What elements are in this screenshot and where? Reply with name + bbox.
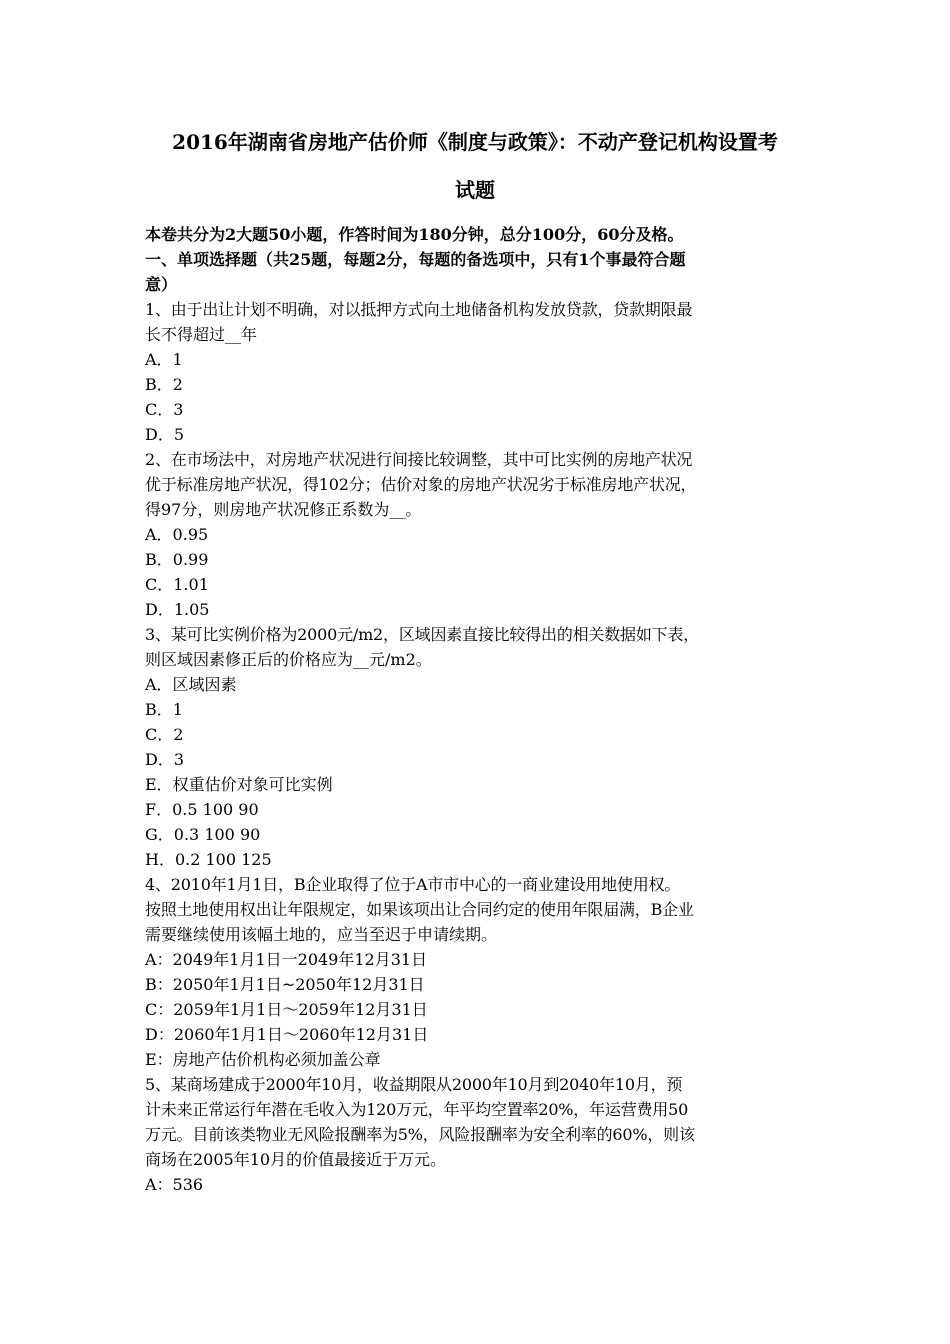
question-2-option-c: C．1.01 <box>145 575 209 594</box>
section-heading-line-2: 意） <box>145 275 178 294</box>
question-4-option-c: C：2059年1月1日～2059年12月31日 <box>145 1000 428 1019</box>
question-2-stem-line-1: 2、在市场法中，对房地产状况进行间接比较调整，其中可比实例的房地产状况 <box>145 450 693 469</box>
document-title-line-2: 试题 <box>455 178 495 202</box>
exam-intro: 本卷共分为2大题50小题，作答时间为180分钟，总分100分，60分及格。 <box>145 225 684 244</box>
question-2-option-b: B．0.99 <box>145 550 209 569</box>
question-4-option-d: D：2060年1月1日～2060年12月31日 <box>145 1025 429 1044</box>
question-5-option-a: A：536 <box>145 1175 204 1194</box>
question-3-stem-line-2: 则区域因素修正后的价格应为__元/m2。 <box>145 650 432 669</box>
question-1-stem-line-2: 长不得超过__年 <box>145 325 258 344</box>
question-3-option-g: G．0.3 100 90 <box>145 825 261 844</box>
question-5-stem-line-3: 万元。目前该类物业无风险报酬率为5%，风险报酬率为安全利率的60%，则该 <box>145 1125 695 1144</box>
question-1-option-a: A．1 <box>145 350 183 369</box>
question-1-option-c: C．3 <box>145 400 184 419</box>
question-3-option-d: D．3 <box>145 750 185 769</box>
question-3-option-b: B．1 <box>145 700 183 719</box>
document-title-line-1: 2016年湖南省房地产估价师《制度与政策》：不动产登记机构设置考 <box>172 130 778 154</box>
question-3-option-h: H．0.2 100 125 <box>145 850 272 869</box>
question-5-stem-line-1: 5、某商场建成于2000年10月，收益期限从2000年10月到2040年10月，预 <box>145 1075 683 1094</box>
question-1-stem-line-1: 1、由于出让计划不明确，对以抵押方式向土地储备机构发放贷款，贷款期限最 <box>145 300 693 319</box>
question-2-stem-line-3: 得97分，则房地产状况修正系数为__。 <box>145 500 422 519</box>
question-1-option-b: B．2 <box>145 375 183 394</box>
question-3-option-f: F．0.5 100 90 <box>145 800 259 819</box>
document-body <box>145 222 809 1197</box>
question-4-stem-line-3: 需要继续使用该幅土地的，应当至迟于申请续期。 <box>145 925 498 944</box>
question-1-option-d: D．5 <box>145 425 185 444</box>
question-4-stem-line-1: 4、2010年1月1日，B企业取得了位于A市市中心的一商业建设用地使用权。 <box>145 875 681 894</box>
question-2-option-a: A．0.95 <box>145 525 209 544</box>
question-5-stem-line-4: 商场在2005年10月的价值最接近于万元。 <box>145 1150 447 1169</box>
question-4-option-b: B：2050年1月1日~2050年12月31日 <box>145 975 425 994</box>
question-4-option-e: E：房地产估价机构必须加盖公章 <box>145 1050 381 1069</box>
question-3-stem-line-1: 3、某可比实例价格为2000元/m2，区域因素直接比较得出的相关数据如下表， <box>145 625 700 644</box>
question-5-stem-line-2: 计未来正常运行年潜在毛收入为120万元，年平均空置率20%，年运营费用50 <box>145 1100 689 1119</box>
question-3-option-e: E．权重估价对象可比实例 <box>145 775 333 794</box>
question-2-option-d: D．1.05 <box>145 600 210 619</box>
section-heading-line-1: 一、单项选择题（共25题，每题2分，每题的备选项中，只有1个事最符合题 <box>145 250 686 269</box>
question-4-option-a: A：2049年1月1日一2049年12月31日 <box>145 950 428 969</box>
question-2-stem-line-2: 优于标准房地产状况，得102分；估价对象的房地产状况劣于标准房地产状况， <box>145 475 697 494</box>
question-3-option-c: C．2 <box>145 725 184 744</box>
question-3-option-a: A．区域因素 <box>145 675 237 694</box>
question-4-stem-line-2: 按照土地使用权出让年限规定，如果该项出让合同约定的使用年限届满，B企业 <box>145 900 694 919</box>
